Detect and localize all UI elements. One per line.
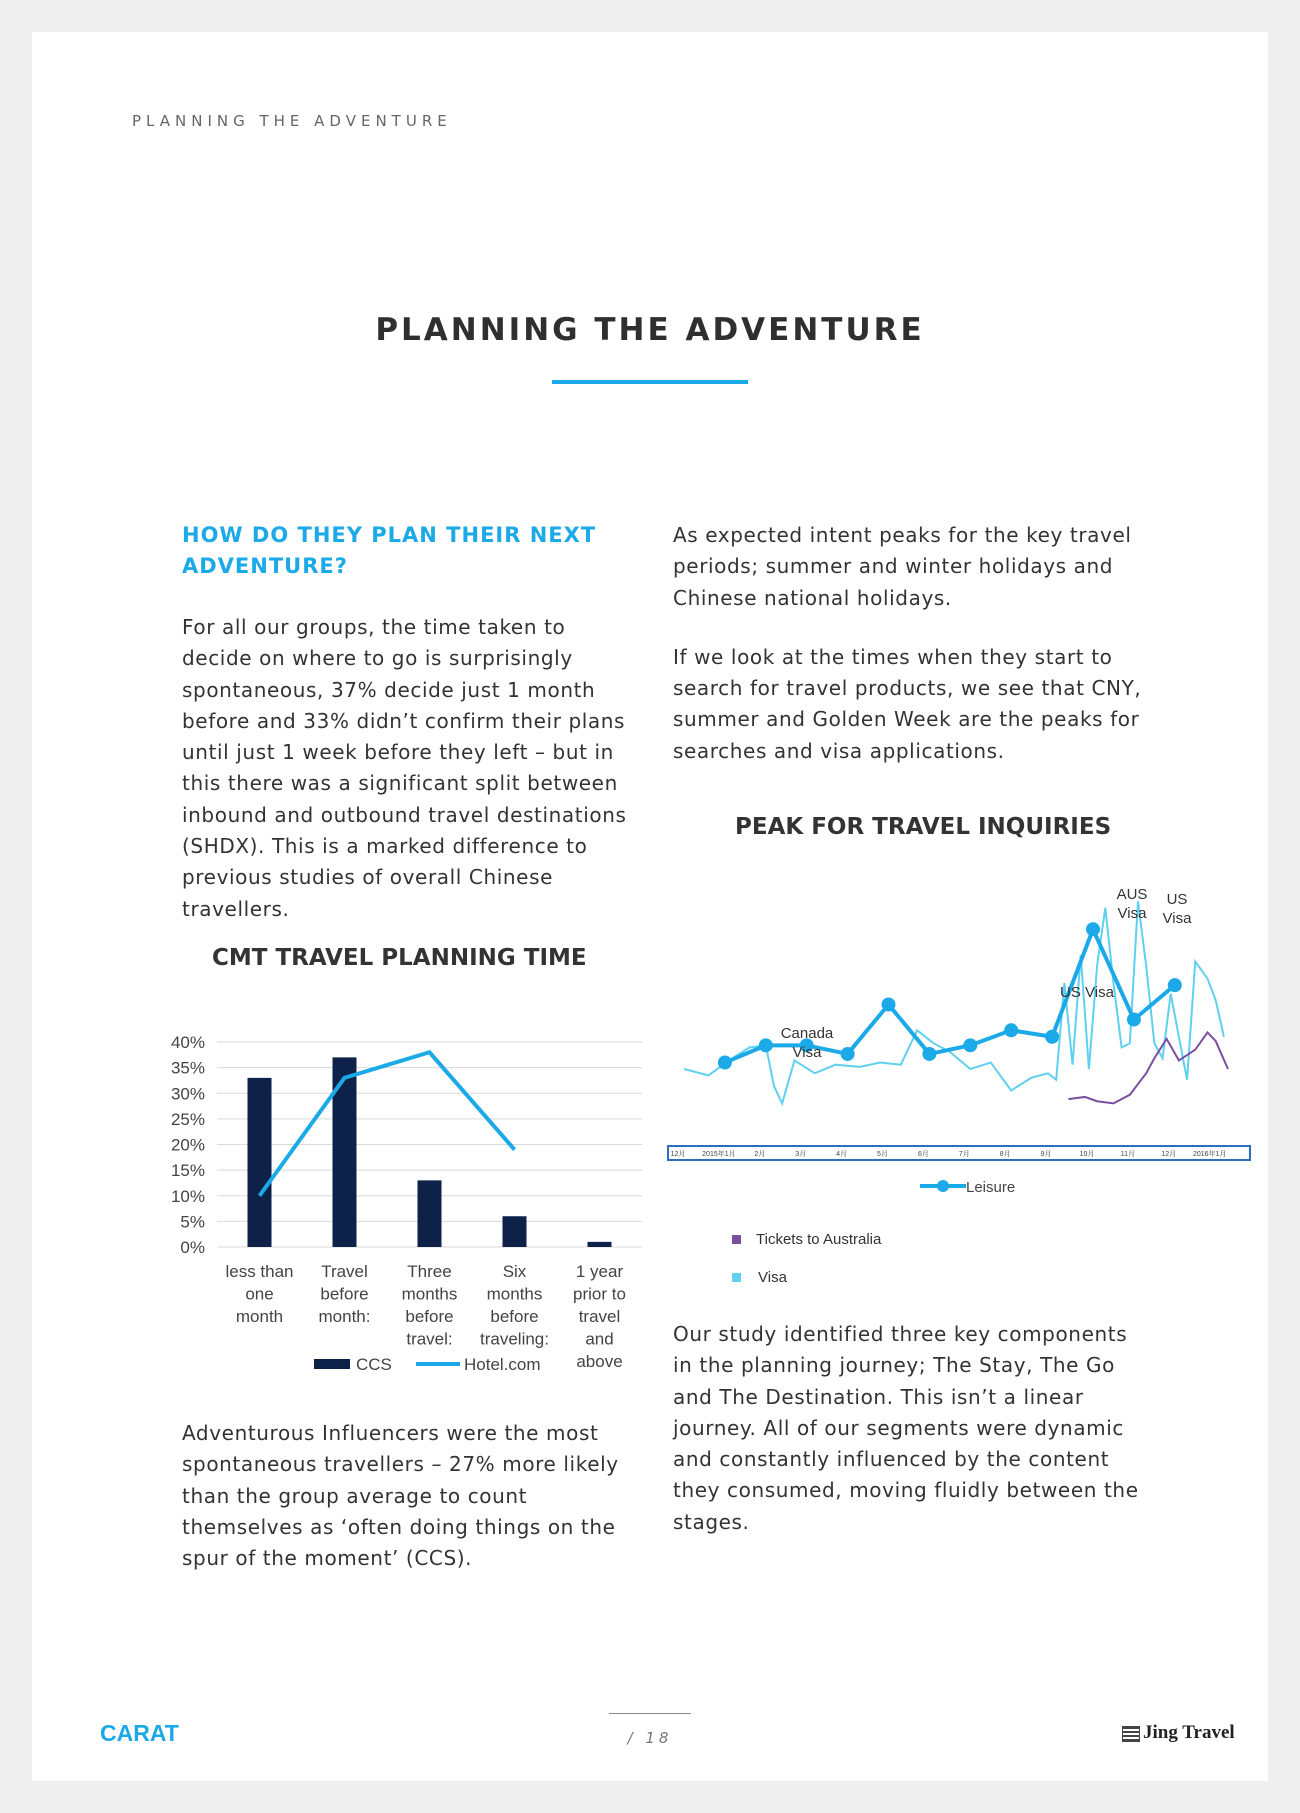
leisure-point (963, 1038, 977, 1052)
x-tick-label: travel: (406, 1329, 453, 1349)
leisure-point (1127, 1013, 1141, 1027)
leisure-point (1045, 1030, 1059, 1044)
right-paragraph-3: Our study identified three key components in the planning journey; The Stay, The Go and The Destination. This isn’t a linear journey. All of our segments were dynamic and constantly influenced by the content they consumed, moving fluidly between the stages. (673, 1322, 1139, 1534)
right-paragraph-2: If we look at the times when they start to search for travel products, we see that CNY, summer and Golden Week are the peaks for searches and visa applications. (673, 644, 1142, 763)
x-axis-label: 2015年1月 (702, 1151, 736, 1158)
chart-annotation: Visa (792, 1044, 822, 1061)
right-column (673, 520, 1143, 767)
travel-inquiries-chart (632, 847, 1272, 1292)
chart2-title: PEAK FOR TRAVEL INQUIRIES (735, 814, 1112, 840)
section-header-label: PLANNING THE ADVENTURE (132, 112, 452, 130)
legend-swatch-ccs (314, 1359, 350, 1369)
x-tick-label: month: (318, 1307, 371, 1326)
x-tick-label: before (405, 1307, 454, 1326)
page-number: / 18 (627, 1729, 673, 1747)
legend-swatch-visa (732, 1273, 741, 1282)
x-tick-label: above (576, 1352, 623, 1371)
y-tick-label: 40% (170, 1033, 205, 1052)
x-axis-label: 9月 (1040, 1151, 1052, 1158)
y-tick-label: 5% (180, 1212, 205, 1232)
planning-time-chart (122, 987, 626, 1374)
chart-annotation: US Visa (1060, 984, 1114, 1001)
leisure-point (882, 998, 896, 1012)
x-axis-label: 2月 (754, 1151, 766, 1158)
x-tick-label: months (401, 1284, 458, 1304)
leisure-point (1004, 1023, 1018, 1037)
x-axis-label: 12月 (670, 1151, 686, 1158)
legend-swatch-tickets (732, 1235, 741, 1244)
x-tick-label: and (585, 1329, 614, 1349)
x-tick-label: month (235, 1307, 284, 1326)
x-tick-label: before (490, 1307, 539, 1326)
x-axis-label: 8月 (999, 1151, 1011, 1158)
jing-travel-logo: Jing Travel (1122, 1722, 1235, 1744)
section-subheading: HOW DO THEY PLAN THEIR NEXT ADVENTURE? (182, 523, 597, 578)
legend-swatch-leisure-dot (937, 1180, 949, 1192)
left-paragraph-1: For all our groups, the time taken to decide on where to go is surprisingly spontaneous, 37% decide just 1 month before and 33% didn’t confirm their plans until just 1 week before they left – but in this there was a significant split between inbound and outbound travel destinations (SHDX). This is a marked difference to previous studies of overall Chinese travellers. (182, 615, 627, 921)
x-axis-label: 10月 (1079, 1151, 1095, 1158)
y-tick-label: 25% (170, 1109, 205, 1129)
legend-label: Leisure (966, 1179, 1016, 1196)
y-tick-label: 35% (170, 1058, 205, 1078)
x-tick-label: one (245, 1284, 274, 1304)
leisure-point (841, 1047, 855, 1061)
y-tick-label: 20% (170, 1135, 205, 1155)
series-line-hotel (260, 1052, 515, 1196)
y-tick-label: 10% (170, 1186, 205, 1206)
leisure-point (1168, 978, 1182, 992)
jing-logo-icon (1122, 1726, 1140, 1742)
leisure-point (718, 1056, 732, 1070)
chart-annotation: Visa (1162, 910, 1192, 927)
leisure-point (1086, 922, 1100, 936)
title-underline (552, 380, 748, 384)
x-tick-label: Three (407, 1262, 452, 1281)
x-tick-label: 1 year (575, 1262, 624, 1281)
chart-annotation: Visa (1117, 905, 1147, 922)
right-paragraph-1: As expected intent peaks for the key travel periods; summer and winter holidays and Chinese national holidays. (673, 523, 1132, 610)
x-axis-label: 4月 (836, 1151, 848, 1158)
bar-ccs (588, 1242, 612, 1247)
series-line-tickets (1068, 1032, 1228, 1103)
x-tick-label: before (320, 1284, 369, 1304)
bar-ccs (248, 1078, 272, 1247)
x-tick-label: Six (502, 1262, 527, 1281)
x-tick-label: less than (225, 1262, 294, 1281)
legend-label: Visa (758, 1269, 787, 1286)
leisure-point (759, 1038, 773, 1052)
legend-label: CCS (356, 1355, 392, 1374)
x-axis-label: 12月 (1161, 1151, 1177, 1158)
y-tick-label: 0% (180, 1238, 205, 1257)
x-axis-label: 6月 (917, 1151, 929, 1158)
page-title: PLANNING THE ADVENTURE (375, 312, 925, 348)
x-axis-label: 2016年1月 (1192, 1151, 1227, 1158)
legend-label: Tickets to Australia (756, 1231, 882, 1248)
x-axis-label: 11月 (1120, 1151, 1136, 1158)
carat-logo: CARAT (100, 1720, 179, 1746)
bar-ccs (503, 1216, 527, 1247)
left-paragraph-2: Adventurous Influencers were the most spontaneous travellers – 27% more likely than the group average to count themselves as ‘often doing things on the spur of the moment’ (CCS). (182, 1421, 619, 1571)
x-tick-label: months (486, 1284, 543, 1304)
page (32, 32, 1268, 1781)
x-tick-label: prior to (573, 1284, 626, 1304)
chart-annotation: US (1166, 891, 1188, 908)
bar-ccs (418, 1180, 442, 1247)
y-tick-label: 30% (170, 1084, 205, 1104)
chart1-title: CMT TRAVEL PLANNING TIME (212, 945, 587, 971)
x-axis-label: 7月 (958, 1151, 970, 1158)
chart-annotation: Canada (780, 1025, 834, 1042)
bar-ccs (333, 1057, 357, 1247)
leisure-point (922, 1047, 936, 1061)
x-tick-label: traveling: (480, 1329, 549, 1349)
x-tick-label: Travel (321, 1262, 368, 1281)
left-column (182, 520, 634, 925)
y-tick-label: 15% (170, 1161, 205, 1181)
chart-annotation: AUS (1116, 886, 1148, 903)
x-axis-label: 5月 (877, 1151, 888, 1158)
x-tick-label: travel (578, 1307, 621, 1326)
footer-divider (609, 1713, 691, 1714)
x-axis-label: 3月 (795, 1151, 807, 1158)
legend-label: Hotel.com (464, 1355, 541, 1374)
series-line-visa (684, 901, 1224, 1103)
